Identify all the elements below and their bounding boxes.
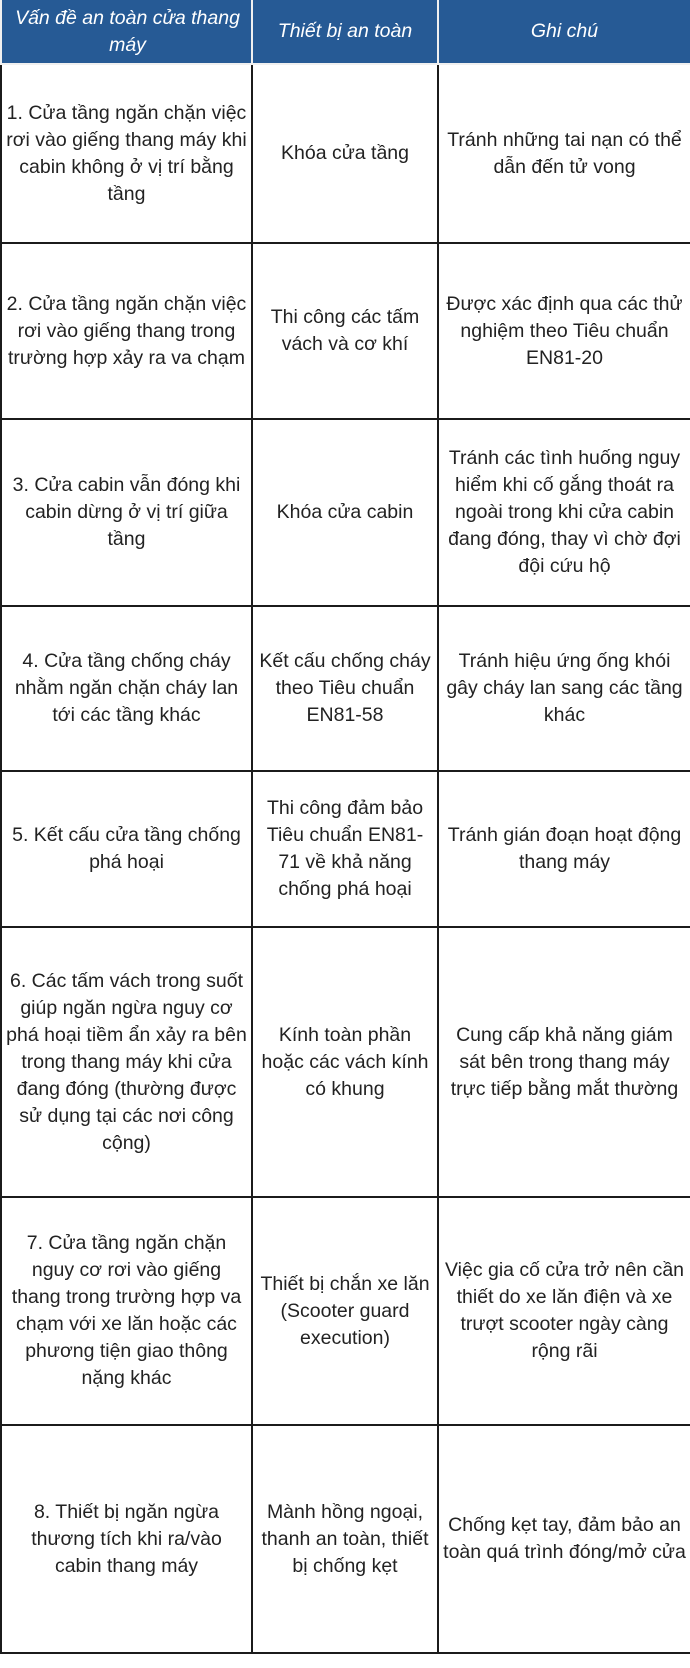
note-cell: Cung cấp khả năng giám sát bên trong thang máy trực tiếp bằng mắt thường <box>438 927 690 1197</box>
header-safety-issue: Vấn đề an toàn cửa thang máy <box>1 0 252 64</box>
table-header-row <box>1 0 690 64</box>
table-row <box>1 64 690 243</box>
table-row <box>1 771 690 927</box>
device-cell: Khóa cửa cabin <box>252 419 438 606</box>
note-cell: Tránh các tình huống nguy hiểm khi cố gắng thoát ra ngoài trong khi cửa cabin đang đóng, thay vì chờ đợi đội cứu hộ <box>438 419 690 606</box>
issue-cell: 4. Cửa tầng chống cháy nhằm ngăn chặn cháy lan tới các tầng khác <box>1 606 252 771</box>
device-cell: Kết cấu chống cháy theo Tiêu chuẩn EN81-58 <box>252 606 438 771</box>
table-row <box>1 1197 690 1425</box>
note-cell: Tránh những tai nạn có thể dẫn đến tử vong <box>438 64 690 243</box>
issue-cell: 2. Cửa tầng ngăn chặn việc rơi vào giếng thang trong trường hợp xảy ra va chạm <box>1 243 252 419</box>
device-cell: Khóa cửa tầng <box>252 64 438 243</box>
device-cell: Thiết bị chắn xe lăn (Scooter guard execution) <box>252 1197 438 1425</box>
note-cell: Việc gia cố cửa trở nên cần thiết do xe lăn điện và xe trượt scooter ngày càng rộng rãi <box>438 1197 690 1425</box>
header-notes: Ghi chú <box>438 0 690 64</box>
issue-cell: 5. Kết cấu cửa tầng chống phá hoại <box>1 771 252 927</box>
note-cell: Chống kẹt tay, đảm bảo an toàn quá trình đóng/mở cửa <box>438 1425 690 1653</box>
note-cell: Được xác định qua các thử nghiệm theo Tiêu chuẩn EN81-20 <box>438 243 690 419</box>
note-cell: Tránh gián đoạn hoạt động thang máy <box>438 771 690 927</box>
issue-cell: 8. Thiết bị ngăn ngừa thương tích khi ra/vào cabin thang máy <box>1 1425 252 1653</box>
issue-cell: 1. Cửa tầng ngăn chặn việc rơi vào giếng thang máy khi cabin không ở vị trí bằng tầng <box>1 64 252 243</box>
table-row <box>1 606 690 771</box>
table-row <box>1 927 690 1197</box>
issue-cell: 3. Cửa cabin vẫn đóng khi cabin dừng ở vị trí giữa tầng <box>1 419 252 606</box>
table-row <box>1 1425 690 1653</box>
note-cell: Tránh hiệu ứng ống khói gây cháy lan sang các tầng khác <box>438 606 690 771</box>
device-cell: Mành hồng ngoại, thanh an toàn, thiết bị chống kẹt <box>252 1425 438 1653</box>
device-cell: Kính toàn phần hoặc các vách kính có khung <box>252 927 438 1197</box>
issue-cell: 7. Cửa tầng ngăn chặn nguy cơ rơi vào giếng thang trong trường hợp va chạm với xe lăn hoặc các phương tiện giao thông nặng khác <box>1 1197 252 1425</box>
header-safety-device: Thiết bị an toàn <box>252 0 438 64</box>
device-cell: Thi công đảm bảo Tiêu chuẩn EN81-71 về khả năng chống phá hoại <box>252 771 438 927</box>
table-row <box>1 243 690 419</box>
issue-cell: 6. Các tấm vách trong suốt giúp ngăn ngừa nguy cơ phá hoại tiềm ẩn xảy ra bên trong thang máy khi cửa đang đóng (thường được sử dụng tại các nơi công cộng) <box>1 927 252 1197</box>
table-row <box>1 419 690 606</box>
device-cell: Thi công các tấm vách và cơ khí <box>252 243 438 419</box>
